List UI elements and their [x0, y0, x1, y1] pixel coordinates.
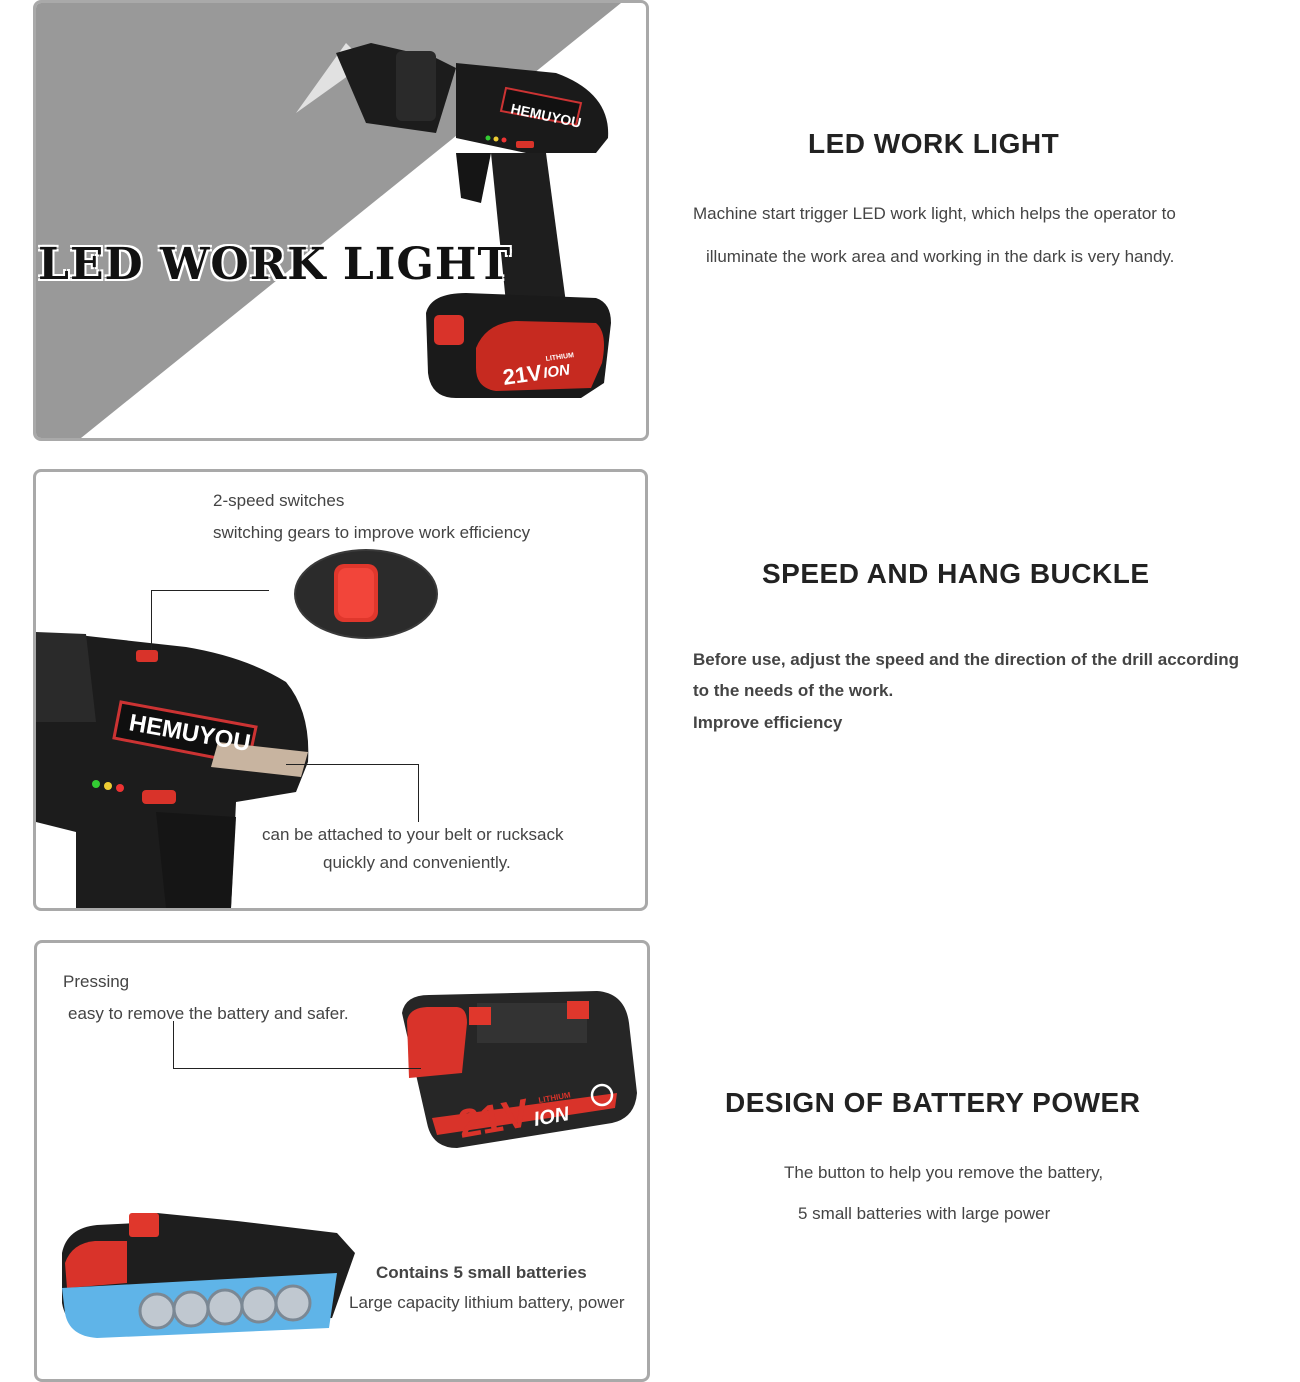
press-callout-horizontal	[173, 1068, 421, 1069]
speed-desc-line2: to the needs of the work.	[693, 681, 894, 700]
speed-desc-line3: Improve efficiency	[693, 713, 843, 732]
switch-callout-vertical	[151, 590, 152, 650]
battery-type-text: ION	[542, 361, 571, 382]
battery-desc-line2: 5 small batteries with large power	[798, 1204, 1051, 1223]
speed-hang-buckle-heading: SPEED AND HANG BUCKLE	[762, 558, 1150, 589]
led-desc-line1: Machine start trigger LED work light, which helps the operator to	[693, 204, 1176, 223]
led-desc-line2: illuminate the work area and working in the dark is very handy.	[706, 247, 1175, 266]
drill-closeup-icon	[36, 632, 308, 908]
buckle-callout-vertical	[418, 764, 419, 822]
battery-small-text: LITHIUM	[545, 352, 575, 363]
switch-title: 2-speed switches	[213, 491, 345, 510]
battery-power-panel	[34, 940, 650, 1382]
battery-voltage-text: 21V	[454, 1091, 533, 1147]
battery-small-text: LITHIUM	[537, 1090, 572, 1105]
battery-cells-icon	[62, 1213, 355, 1338]
press-callout-vertical	[173, 1021, 174, 1069]
speed-hang-buckle-panel	[33, 469, 648, 911]
buckle-line2: quickly and conveniently.	[323, 853, 511, 872]
cells-title: Contains 5 small batteries	[376, 1263, 587, 1282]
buckle-line1: can be attached to your belt or rucksack	[262, 825, 564, 844]
battery-desc-line1: The button to help you remove the battery,	[784, 1163, 1104, 1182]
switch-closeup-icon	[294, 549, 438, 639]
panel-overlay-label: LED WORK LIGHT	[38, 239, 512, 290]
cells-desc: Large capacity lithium battery, power	[349, 1293, 625, 1312]
battery-type-text: ION	[532, 1103, 571, 1131]
drill-brand-text: HEMUYOU	[509, 100, 583, 131]
speed-desc-line1: Before use, adjust the speed and the direction of the drill according	[693, 650, 1239, 669]
buckle-callout-horizontal	[286, 764, 418, 765]
led-work-light-heading: LED WORK LIGHT	[808, 128, 1060, 159]
drill-brand-text: HEMUYOU	[126, 709, 253, 758]
press-title: Pressing	[63, 972, 130, 991]
switch-desc: switching gears to improve work efficiency	[213, 523, 531, 542]
battery-power-heading: DESIGN OF BATTERY POWER	[725, 1087, 1141, 1118]
switch-callout-horizontal	[151, 590, 269, 591]
led-work-light-panel	[33, 0, 649, 441]
battery-voltage-text: 21V	[501, 359, 544, 390]
led-light-illustration	[36, 3, 646, 438]
press-desc: easy to remove the battery and safer.	[68, 1004, 349, 1023]
